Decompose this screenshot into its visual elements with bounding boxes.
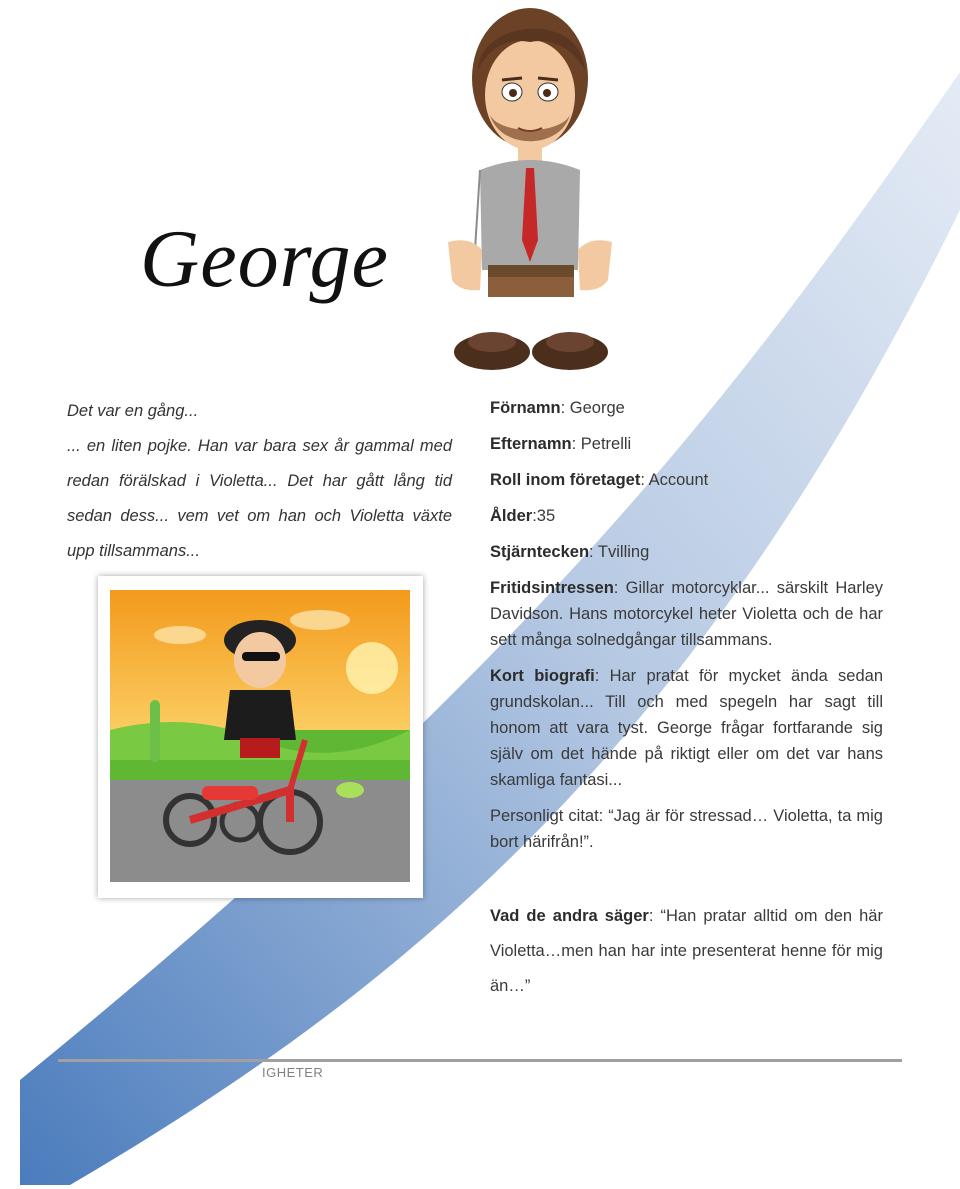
personal-quote: Personligt citat: “Jag är för stressad… Violetta, ta mig bort härifrån!”.: [490, 807, 883, 851]
fact-label: Roll inom företaget: [490, 471, 641, 489]
footer-divider: [58, 1059, 902, 1062]
fact-role: [490, 467, 883, 493]
fact-last-name: [490, 431, 883, 457]
footer-text: IGHETER: [262, 1065, 324, 1080]
george-avatar: [430, 0, 630, 385]
fact-value: : George: [560, 399, 625, 417]
fact-label: Fritidsintressen: [490, 579, 614, 597]
fact-biography: [490, 663, 883, 793]
fact-value: : Tvilling: [589, 543, 650, 561]
fact-label: Efternamn: [490, 435, 572, 453]
intro-line-1: Det var en gång...: [67, 402, 199, 420]
fact-sign: [490, 539, 883, 565]
fact-label: Förnamn: [490, 399, 561, 417]
fact-value: : “Han pratar alltid om den här Violetta…men han har inte presenterat henne för mig än…”: [490, 907, 883, 995]
profile-facts: [490, 395, 883, 1004]
fact-label: Vad de andra säger: [490, 907, 649, 925]
fact-value: : Petrelli: [571, 435, 632, 453]
fact-value: : Har pratat för mycket ända sedan grundskolan... Till och med spegeln har sagt till honom att vara tyst. George frågar fortfarande sig själv om det hände på riktigt eller om det var hans skamliga fantasi...: [490, 667, 883, 789]
fact-age: [490, 503, 883, 529]
fact-value: : Gillar motorcyklar... särskilt Harley Davidson. Hans motorcykel heter Violetta och de har sett många solnedgångar tillsammans.: [490, 579, 883, 649]
fact-label: Ålder: [490, 507, 533, 525]
fact-value: :35: [532, 507, 556, 525]
fact-label: Stjärntecken: [490, 543, 590, 561]
page-title: George: [140, 213, 389, 304]
intro-line-2: ... en liten pojke. Han var bara sex år gammal med redan förälskad i Violetta... Det har gått lång tid sedan dess... vem vet om han och Violetta växte upp tillsammans...: [67, 437, 452, 560]
fact-first-name: [490, 395, 883, 421]
fact-label: Kort biografi: [490, 667, 595, 685]
intro-text: [67, 394, 452, 569]
tricycle-illustration: [110, 590, 410, 882]
fact-value: : Account: [640, 471, 709, 489]
fact-hobbies: [490, 575, 883, 653]
fact-others-say: [490, 899, 883, 1004]
childhood-picture: [98, 576, 423, 898]
